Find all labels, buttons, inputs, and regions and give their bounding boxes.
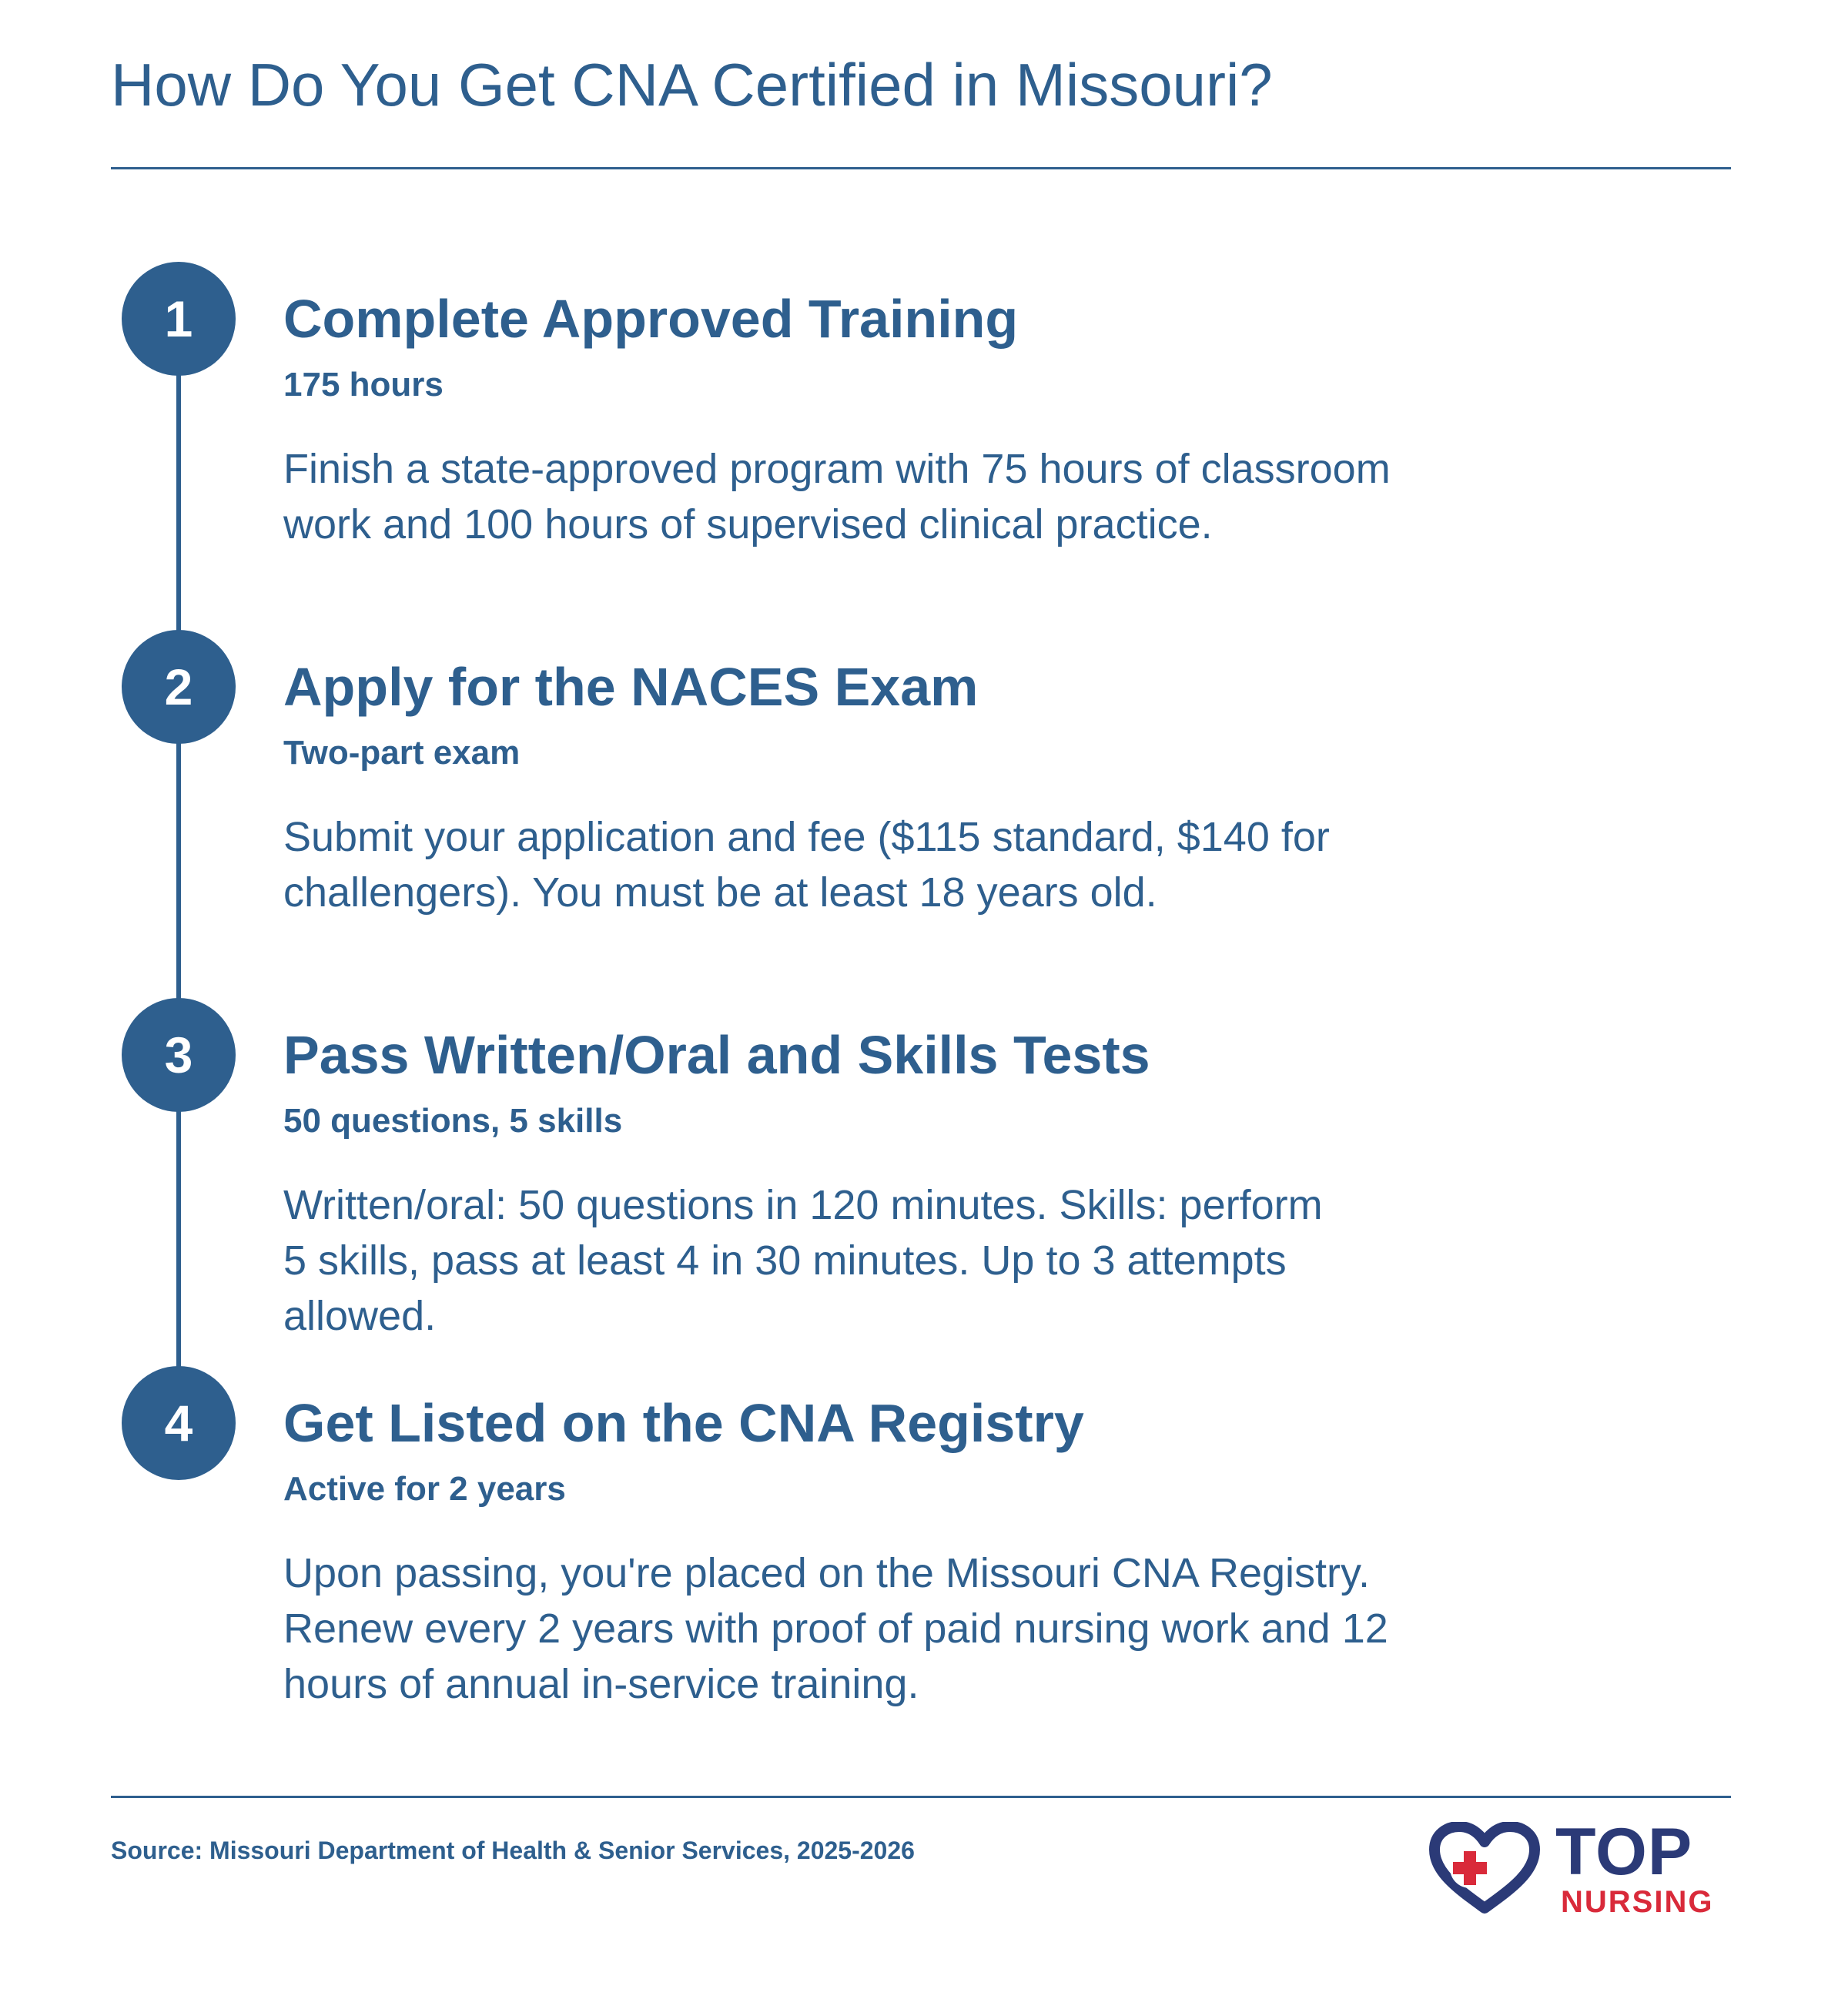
step-number-badge: 1 — [122, 262, 236, 376]
step-1 — [283, 286, 1515, 552]
step-number-badge: 4 — [122, 1366, 236, 1480]
page-title: How Do You Get CNA Certified in Missouri? — [111, 51, 1273, 119]
step-description-line: challengers). You must be at least 18 years old. — [283, 869, 1157, 916]
step-description — [283, 441, 1485, 552]
step-number-badge: 2 — [122, 630, 236, 744]
header-divider — [111, 167, 1731, 169]
logo-text-bottom: NURSING — [1561, 1885, 1714, 1919]
step-2 — [283, 655, 1515, 920]
step-description-line: Upon passing, you're placed on the Missouri CNA Registry. — [283, 1549, 1370, 1596]
step-description-line: Renew every 2 years with proof of paid nursing work and 12 — [283, 1605, 1388, 1652]
step-description-line: 5 skills, pass at least 4 in 30 minutes. Up to 3 attempts — [283, 1237, 1287, 1284]
step-description — [283, 1545, 1485, 1712]
step-description-line: Finish a state-approved program with 75 hours of classroom — [283, 445, 1391, 492]
step-subtitle: 175 hours — [283, 366, 444, 403]
step-title: Get Listed on the CNA Registry — [283, 1393, 1084, 1453]
step-description — [283, 809, 1485, 920]
step-title: Apply for the NACES Exam — [283, 657, 979, 717]
step-description-line: work and 100 hours of supervised clinical practice. — [283, 501, 1213, 547]
heart-cross-icon — [1428, 1822, 1541, 1914]
step-subtitle: Two-part exam — [283, 734, 521, 772]
logo-text-top: TOP — [1555, 1815, 1693, 1889]
step-number-badge: 3 — [122, 998, 236, 1112]
footer-divider — [111, 1796, 1731, 1798]
step-title: Complete Approved Training — [283, 289, 1019, 349]
step-description-line: hours of annual in-service training. — [283, 1660, 919, 1707]
step-4 — [283, 1391, 1515, 1712]
step-subtitle: Active for 2 years — [283, 1470, 566, 1508]
step-description-line: Written/oral: 50 questions in 120 minutes. Skills: perform — [283, 1181, 1323, 1228]
top-nursing-logo — [1428, 1817, 1736, 1917]
step-subtitle: 50 questions, 5 skills — [283, 1102, 623, 1140]
step-description-line: allowed. — [283, 1292, 437, 1339]
step-3 — [283, 1023, 1515, 1344]
step-title: Pass Written/Oral and Skills Tests — [283, 1025, 1150, 1085]
step-description — [283, 1177, 1485, 1344]
step-description-line: Submit your application and fee ($115 standard, $140 for — [283, 813, 1330, 860]
source-citation: Source: Missouri Department of Health & Senior Services, 2025-2026 — [111, 1837, 915, 1864]
